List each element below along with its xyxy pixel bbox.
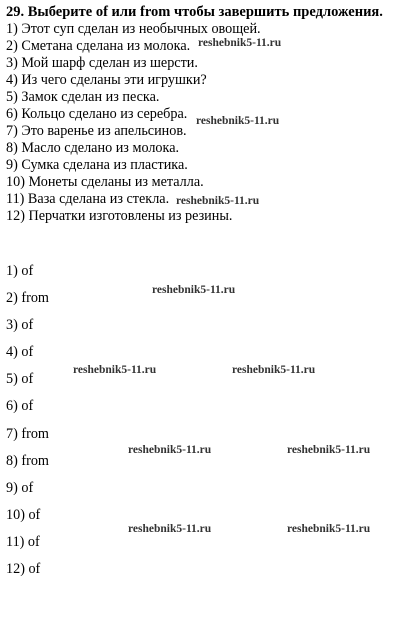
sentence-10: 10) Монеты сделаны из металла.: [6, 174, 204, 190]
sentence-7: 7) Это варенье из апельсинов.: [6, 123, 187, 139]
sentence-3: 3) Мой шарф сделан из шерсти.: [6, 55, 198, 71]
answer-5: 5) of: [6, 371, 34, 387]
answer-11: 11) of: [6, 534, 40, 550]
answer-2: 2) from: [6, 290, 49, 306]
watermark: reshebnik5-11.ru: [198, 37, 282, 49]
answer-12: 12) of: [6, 561, 41, 577]
sentence-2: 2) Сметана сделана из молока.: [6, 38, 191, 54]
sentence-5: 5) Замок сделан из песка.: [6, 89, 160, 105]
answer-10: 10) of: [6, 507, 41, 523]
answer-7: 7) from: [6, 426, 49, 442]
answer-3: 3) of: [6, 317, 34, 333]
watermark: reshebnik5-11.ru: [152, 284, 236, 296]
watermark: reshebnik5-11.ru: [287, 444, 371, 456]
sentence-9: 9) Сумка сделана из пластика.: [6, 157, 188, 173]
watermark: reshebnik5-11.ru: [176, 195, 260, 207]
sentence-8: 8) Масло сделано из молока.: [6, 140, 180, 156]
sentence-6: 6) Кольцо сделано из серебра.: [6, 106, 188, 122]
sentence-1: 1) Этот суп сделан из необычных овощей.: [6, 21, 261, 37]
watermark: reshebnik5-11.ru: [73, 364, 157, 376]
answer-6: 6) of: [6, 398, 34, 414]
sentence-4: 4) Из чего сделаны эти игрушки?: [6, 72, 207, 88]
answer-4: 4) of: [6, 344, 34, 360]
exercise-title: 29. Выберите of или from чтобы завершить предложения.: [6, 4, 383, 20]
answer-9: 9) of: [6, 480, 34, 496]
answer-8: 8) from: [6, 453, 49, 469]
watermark: reshebnik5-11.ru: [232, 364, 316, 376]
watermark: reshebnik5-11.ru: [287, 523, 371, 535]
sentence-11: 11) Ваза сделана из стекла.: [6, 191, 170, 207]
watermark: reshebnik5-11.ru: [128, 444, 212, 456]
watermark: reshebnik5-11.ru: [128, 523, 212, 535]
answer-1: 1) of: [6, 263, 34, 279]
watermark: reshebnik5-11.ru: [196, 115, 280, 127]
sentence-12: 12) Перчатки изготовлены из резины.: [6, 208, 233, 224]
